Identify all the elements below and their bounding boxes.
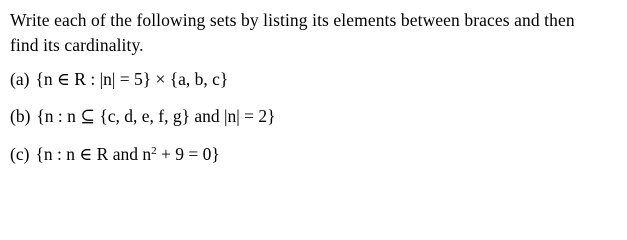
problem-b: [10, 105, 620, 127]
problem-b-expression: {n : n ⊆ {c, d, e, f, g} and |n| = 2}: [36, 106, 276, 126]
problem-c: [10, 143, 620, 165]
document-page: [10, 8, 620, 165]
problem-c-expression-start: {n : n ∈ R and n: [35, 144, 152, 164]
problem-c-expression-end: + 9 = 0}: [156, 144, 220, 164]
problem-a-expression: {n ∈ R : |n| = 5} × {a, b, c}: [35, 69, 229, 89]
instructions-line-2: find its cardinality.: [10, 35, 144, 55]
problem-c-label: (c): [10, 144, 30, 164]
instructions-text: [10, 8, 620, 58]
problem-a: [10, 68, 620, 90]
problem-a-label: (a): [10, 69, 30, 89]
instructions-line-1: Write each of the following sets by listing its elements between braces and then: [10, 10, 575, 30]
problem-b-label: (b): [10, 106, 31, 126]
problem-c-exponent: 2: [151, 145, 157, 157]
problem-c-expression: [35, 144, 219, 164]
